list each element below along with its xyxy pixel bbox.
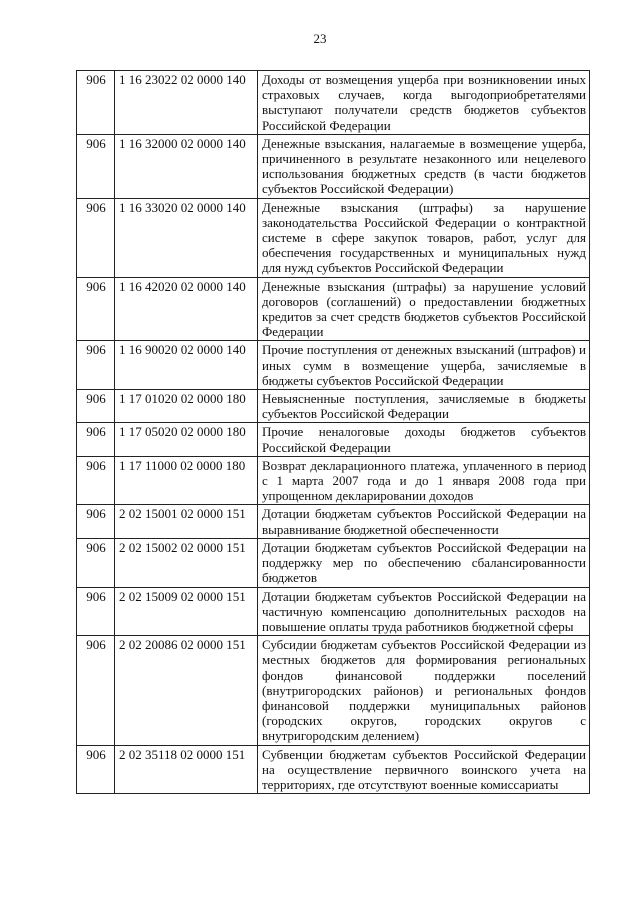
page-number: 23 (313, 31, 327, 46)
description-cell: Денежные взыскания, налагаемые в возмещение ущерба, причиненного в результате незаконного или нецелевого использования бюджетных средств (в части бюджетов субъектов Российской Федерации) (258, 134, 590, 198)
description-cell: Денежные взыскания (штрафы) за нарушение законодательства Российской Федерации о контрактной системе в сфере закупок товаров, работ, услуг для обеспечения государственных и муниципальных нужд для нужд субъектов Российской Федерации (258, 198, 590, 277)
table-row (77, 538, 590, 587)
admin-code-cell: 906 (77, 134, 115, 198)
budget-code-cell: 1 17 11000 02 0000 180 (115, 456, 258, 505)
description-cell: Прочие неналоговые доходы бюджетов субъектов Российской Федерации (258, 423, 590, 456)
table-row (77, 277, 590, 341)
table-row (77, 341, 590, 390)
admin-code-cell: 906 (77, 341, 115, 390)
budget-code-cell: 1 17 01020 02 0000 180 (115, 390, 258, 423)
table-row (77, 390, 590, 423)
budget-code-cell: 1 16 42020 02 0000 140 (115, 277, 258, 341)
table-row (77, 134, 590, 198)
budget-code-cell: 1 16 32000 02 0000 140 (115, 134, 258, 198)
budget-code-cell: 1 16 23022 02 0000 140 (115, 71, 258, 135)
table-row (77, 745, 590, 794)
admin-code-cell: 906 (77, 277, 115, 341)
admin-code-cell: 906 (77, 390, 115, 423)
description-cell: Дотации бюджетам субъектов Российской Федерации на частичную компенсацию дополнительных расходов на повышение оплаты труда работников бюджетной сферы (258, 587, 590, 636)
table-row (77, 636, 590, 745)
budget-classification-table (76, 70, 590, 794)
budget-code-cell: 1 17 05020 02 0000 180 (115, 423, 258, 456)
admin-code-cell: 906 (77, 423, 115, 456)
admin-code-cell: 906 (77, 456, 115, 505)
table-row (77, 456, 590, 505)
table-row (77, 198, 590, 277)
budget-code-cell: 1 16 90020 02 0000 140 (115, 341, 258, 390)
description-cell: Невыясненные поступления, зачисляемые в бюджеты субъектов Российской Федерации (258, 390, 590, 423)
description-cell: Прочие поступления от денежных взысканий (штрафов) и иных сумм в возмещение ущерба, зачисляемые в бюджеты субъектов Российской Федерации (258, 341, 590, 390)
table-row (77, 587, 590, 636)
table-row (77, 71, 590, 135)
admin-code-cell: 906 (77, 198, 115, 277)
description-cell: Дотации бюджетам субъектов Российской Федерации на поддержку мер по обеспечению сбалансированности бюджетов (258, 538, 590, 587)
budget-code-cell: 2 02 15002 02 0000 151 (115, 538, 258, 587)
description-cell: Доходы от возмещения ущерба при возникновении иных страховых случаев, когда выгодоприобретателями выступают получатели средств бюджетов субъектов Российской Федерации (258, 71, 590, 135)
budget-code-cell: 2 02 15009 02 0000 151 (115, 587, 258, 636)
description-cell: Дотации бюджетам субъектов Российской Федерации на выравнивание бюджетной обеспеченности (258, 505, 590, 538)
budget-code-cell: 2 02 15001 02 0000 151 (115, 505, 258, 538)
admin-code-cell: 906 (77, 505, 115, 538)
admin-code-cell: 906 (77, 745, 115, 794)
budget-code-cell: 2 02 35118 02 0000 151 (115, 745, 258, 794)
description-cell: Возврат декларационного платежа, уплаченного в период с 1 марта 2007 года и до 1 января 2008 года при упрощенном декларировании доходов (258, 456, 590, 505)
description-cell: Субсидии бюджетам субъектов Российской Федерации из местных бюджетов для формирования региональных фондов финансовой поддержки поселений (внутригородских районов) и региональных фондов финансовой поддержки муниципальных районов (городских округов, городских округов с внутригородским делением) (258, 636, 590, 745)
description-cell: Субвенции бюджетам субъектов Российской Федерации на осуществление первичного воинского учета на территориях, где отсутствуют военные комиссариаты (258, 745, 590, 794)
admin-code-cell: 906 (77, 587, 115, 636)
budget-code-cell: 2 02 20086 02 0000 151 (115, 636, 258, 745)
table-row (77, 423, 590, 456)
description-cell: Денежные взыскания (штрафы) за нарушение условий договоров (соглашений) о предоставлении бюджетных кредитов за счет средств бюджетов субъектов Российской Федерации (258, 277, 590, 341)
table-body (77, 71, 590, 794)
admin-code-cell: 906 (77, 538, 115, 587)
budget-code-cell: 1 16 33020 02 0000 140 (115, 198, 258, 277)
admin-code-cell: 906 (77, 636, 115, 745)
admin-code-cell: 906 (77, 71, 115, 135)
table-row (77, 505, 590, 538)
